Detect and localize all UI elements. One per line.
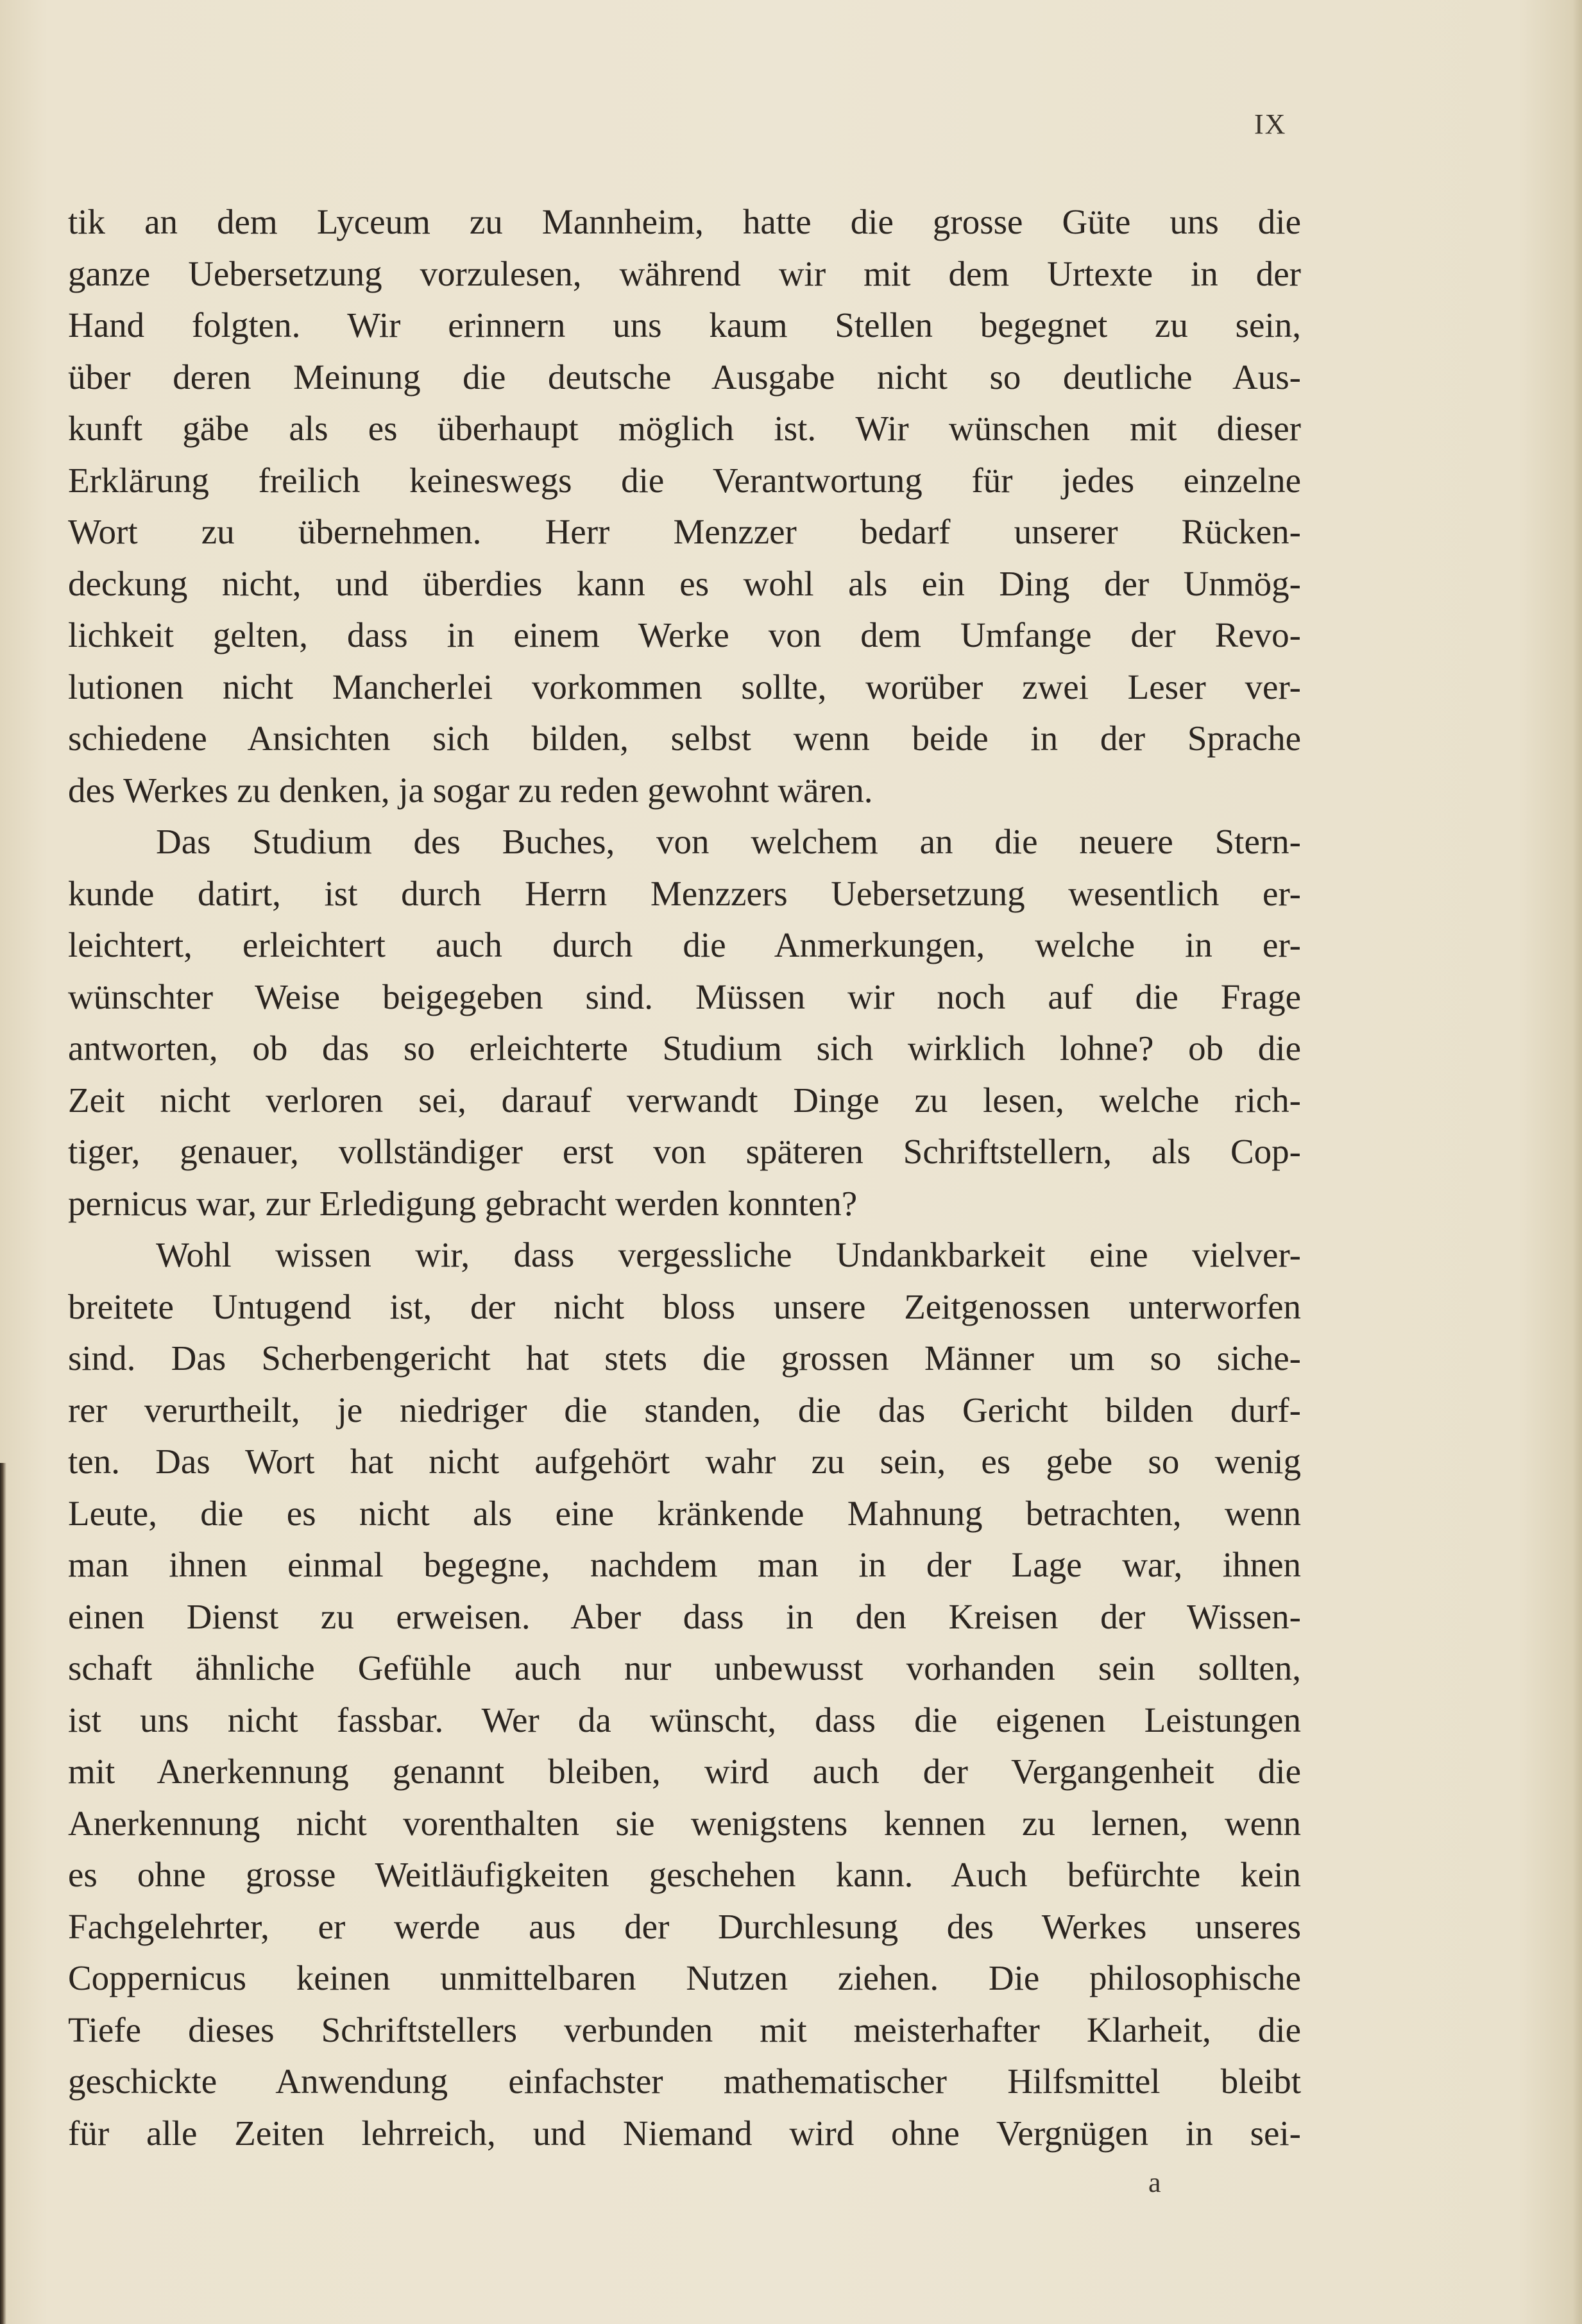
signature-mark: a — [1148, 2167, 1161, 2198]
text-line: kunft gäbe als es überhaupt möglich ist. Wir wünschen mit dieser — [68, 409, 1301, 448]
text-line: man ihnen einmal begegne, nachdem man in der Lage war, ihnen — [68, 1545, 1301, 1584]
text-line: tik an dem Lyceum zu Mannheim, hatte die grosse Güte uns die — [68, 202, 1301, 241]
text-line: tiger, genauer, vollständiger erst von späteren Schriftstellern, als Cop- — [68, 1132, 1301, 1171]
text-line: deckung nicht, und überdies kann es wohl als ein Ding der Unmög- — [68, 563, 1301, 603]
text-line: es ohne grosse Weitläufigkeiten geschehen kann. Auch befürchte kein — [68, 1855, 1301, 1894]
body-text — [68, 196, 1301, 2159]
page-edge-shadow — [1573, 0, 1582, 2324]
text-line: Wort zu übernehmen. Herr Menzzer bedarf unserer Rücken- — [68, 512, 1301, 551]
text-line: Anerkennung nicht vorenthalten sie wenigstens kennen zu lernen, wenn — [68, 1803, 1301, 1843]
text-line: antworten, ob das so erleichterte Studium sich wirklich lohne? ob die — [68, 1029, 1301, 1068]
text-line: lutionen nicht Mancherlei vorkommen sollte, worüber zwei Leser ver- — [68, 667, 1301, 706]
text-line: Coppernicus keinen unmittelbaren Nutzen ziehen. Die philosophische — [68, 1958, 1301, 1997]
text-line: schaft ähnliche Gefühle auch nur unbewusst vorhanden sein sollten, — [68, 1648, 1301, 1687]
text-line: leichtert, erleichtert auch durch die Anmerkungen, welche in er- — [68, 925, 1301, 964]
text-line: rer verurtheilt, je niedriger die standen, die das Gericht bilden durf- — [68, 1390, 1301, 1430]
paragraph-start-line: Wohl wissen wir, dass vergessliche Undankbarkeit eine vielver- — [156, 1235, 1301, 1274]
text-line: über deren Meinung die deutsche Ausgabe nicht so deutliche Aus- — [68, 357, 1301, 397]
text-line: geschickte Anwendung einfachster mathematischer Hilfsmittel bleibt — [68, 2062, 1301, 2101]
paragraph-start-line: Das Studium des Buches, von welchem an die neuere Stern- — [156, 822, 1301, 861]
text-line: Fachgelehrter, er werde aus der Durchlesung des Werkes unseres — [68, 1906, 1301, 1946]
text-line: Leute, die es nicht als eine kränkende Mahnung betrachten, wenn — [68, 1493, 1301, 1533]
text-line: breitete Untugend ist, der nicht bloss unsere Zeitgenossen unterworfen — [68, 1286, 1301, 1326]
paragraph-end-line: des Werkes zu denken, ja sogar zu reden gewohnt wären. — [68, 770, 873, 810]
text-line: einen Dienst zu erweisen. Aber dass in den Kreisen der Wissen- — [68, 1596, 1301, 1636]
text-line: für alle Zeiten lehrreich, und Niemand wird ohne Vergnügen in sei- — [68, 2113, 1301, 2153]
text-line: ten. Das Wort hat nicht aufgehört wahr zu sein, es gebe so wenig — [68, 1442, 1301, 1481]
text-line: schiedene Ansichten sich bilden, selbst wenn beide in der Sprache — [68, 719, 1301, 758]
page-number: IX — [1254, 108, 1287, 140]
text-line: Erklärung freilich keineswegs die Verantwortung für jedes einzelne — [68, 460, 1301, 500]
text-line: Zeit nicht verloren sei, darauf verwandt Dinge zu lesen, welche rich- — [68, 1080, 1301, 1120]
paragraph-end-line: pernicus war, zur Erledigung gebracht werden konnten? — [68, 1183, 858, 1223]
text-line: ist uns nicht fassbar. Wer da wünscht, dass die eigenen Leistungen — [68, 1700, 1301, 1739]
text-line: kunde datirt, ist durch Herrn Menzzers Uebersetzung wesentlich er- — [68, 873, 1301, 913]
text-line: mit Anerkennung genannt bleiben, wird auch der Vergangenheit die — [68, 1752, 1301, 1791]
text-line: lichkeit gelten, dass in einem Werke von dem Umfange der Revo- — [68, 615, 1301, 654]
text-line: wünschter Weise beigegeben sind. Müssen wir noch auf die Frage — [68, 977, 1301, 1016]
text-line: Hand folgten. Wir erinnern uns kaum Stellen begegnet zu sein, — [68, 305, 1301, 345]
text-line: sind. Das Scherbengericht hat stets die grossen Männer um so siche- — [68, 1338, 1301, 1378]
binding-shadow — [0, 1463, 6, 2324]
text-line: Tiefe dieses Schriftstellers verbunden mit meisterhafter Klarheit, die — [68, 2010, 1301, 2049]
text-line: ganze Uebersetzung vorzulesen, während wir mit dem Urtexte in der — [68, 253, 1301, 293]
